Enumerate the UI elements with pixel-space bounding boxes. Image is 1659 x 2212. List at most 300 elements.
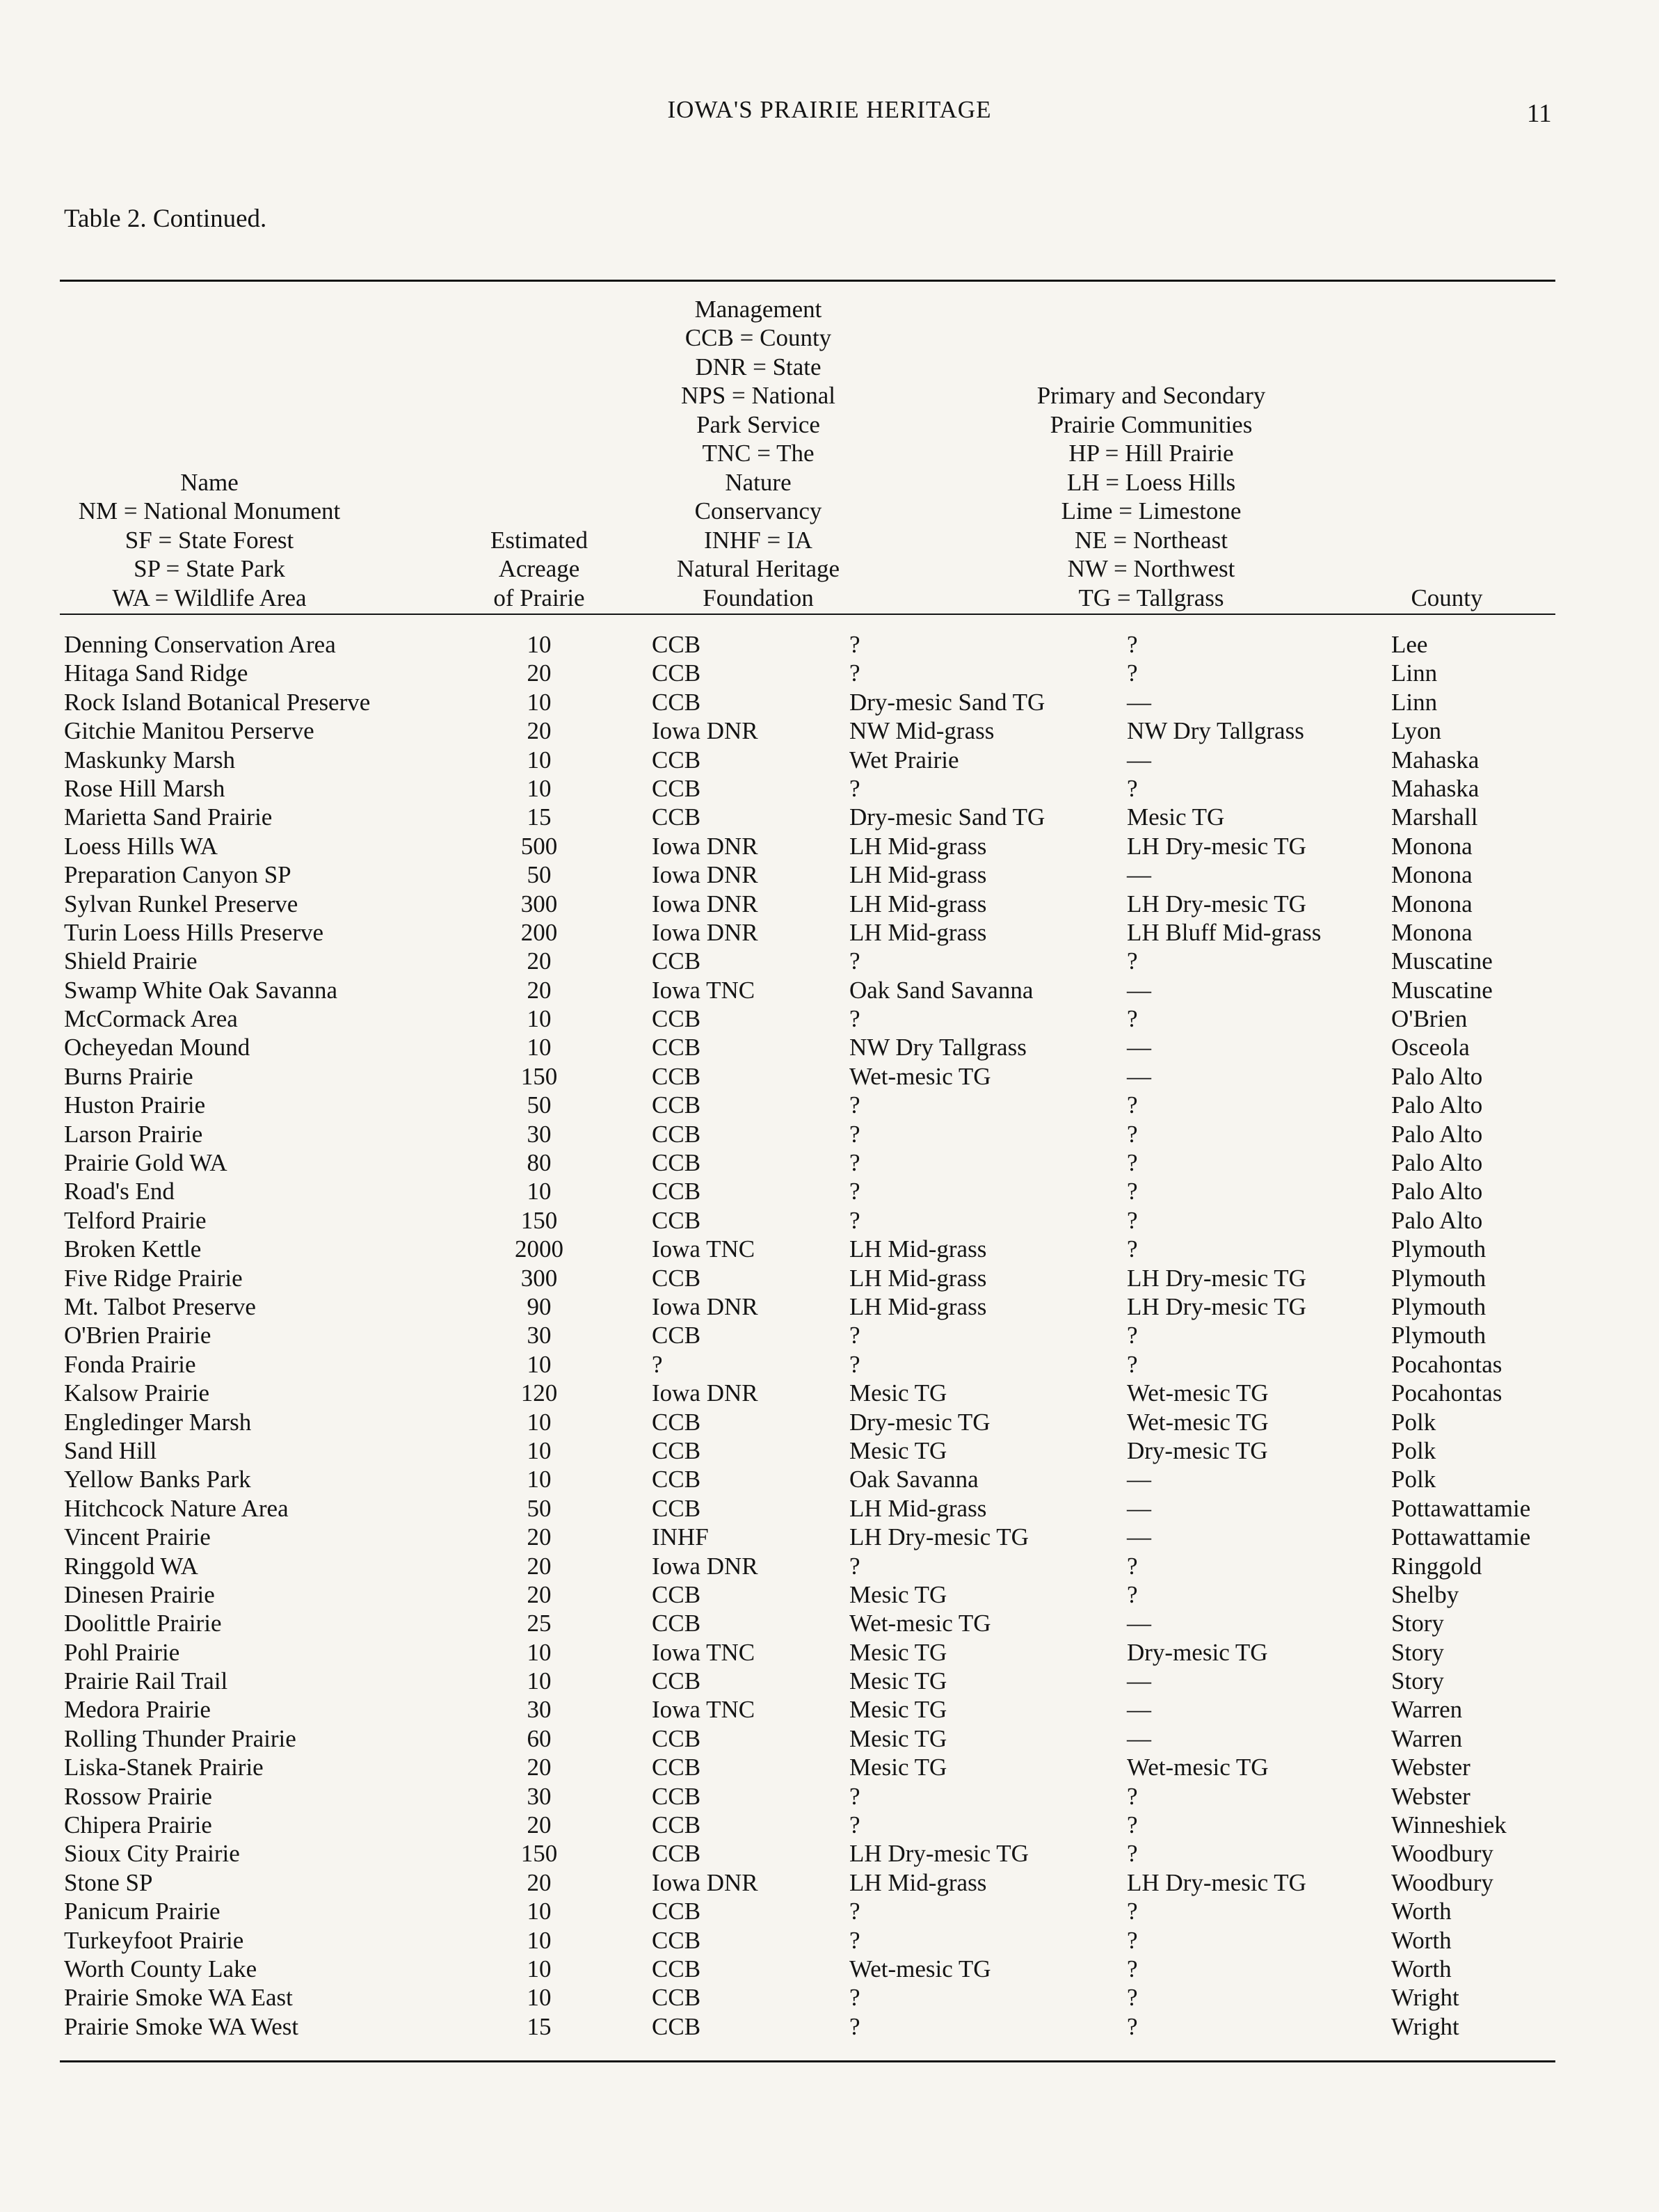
- running-head: IOWA'S PRAIRIE HERITAGE: [667, 96, 992, 123]
- page-number: 11: [1527, 99, 1552, 128]
- cell-secondary-community: —: [1127, 976, 1151, 1004]
- cell-county: Webster: [1391, 1754, 1470, 1781]
- cell-management: CCB: [652, 1667, 701, 1695]
- header-line: SP = State Park: [134, 555, 285, 582]
- cell-secondary-community: LH Dry-mesic TG: [1127, 1264, 1306, 1292]
- cell-secondary-community: LH Dry-mesic TG: [1127, 1868, 1306, 1896]
- header-line: Acreage: [498, 555, 580, 582]
- cell-secondary-community: Dry-mesic TG: [1127, 1638, 1268, 1666]
- cell-name: Loess Hills WA: [64, 832, 218, 860]
- cell-secondary-community: ?: [1127, 1926, 1138, 1954]
- cell-name: Mt. Talbot Preserve: [64, 1292, 256, 1320]
- header-line: NW = Northwest: [1067, 555, 1235, 582]
- table-row: [0, 688, 1659, 716]
- cell-acreage: 10: [527, 1466, 552, 1493]
- cell-management: CCB: [652, 1264, 701, 1292]
- cell-name: Rock Island Botanical Preserve: [64, 688, 371, 716]
- cell-management: Iowa DNR: [652, 832, 758, 860]
- table-row: [0, 860, 1659, 889]
- cell-secondary-community: LH Dry-mesic TG: [1127, 1292, 1306, 1320]
- cell-county: Wright: [1391, 2012, 1459, 2040]
- cell-name: Yellow Banks Park: [64, 1466, 251, 1493]
- cell-county: Muscatine: [1391, 976, 1493, 1004]
- cell-acreage: 10: [527, 1955, 552, 1982]
- cell-primary-community: Mesic TG: [849, 1754, 947, 1781]
- cell-acreage: 30: [527, 1782, 552, 1810]
- cell-secondary-community: —: [1127, 1523, 1151, 1551]
- header-line: Nature: [725, 468, 792, 496]
- cell-primary-community: LH Dry-mesic TG: [849, 1523, 1029, 1551]
- cell-name: Broken Kettle: [64, 1235, 202, 1263]
- cell-secondary-community: —: [1127, 1696, 1151, 1724]
- table-row: [0, 1321, 1659, 1349]
- cell-acreage: 150: [520, 1206, 558, 1234]
- cell-county: Lyon: [1391, 717, 1441, 745]
- cell-secondary-community: NW Dry Tallgrass: [1127, 717, 1304, 745]
- cell-primary-community: ?: [849, 1552, 860, 1580]
- cell-acreage: 10: [527, 1638, 552, 1666]
- table-row: [0, 1033, 1659, 1061]
- table-row: [0, 1753, 1659, 1781]
- cell-secondary-community: —: [1127, 1062, 1151, 1090]
- cell-acreage: 10: [527, 1667, 552, 1695]
- cell-name: Marietta Sand Prairie: [64, 803, 273, 831]
- cell-county: Pocahontas: [1391, 1379, 1502, 1407]
- cell-management: Iowa DNR: [652, 890, 758, 917]
- cell-county: Polk: [1391, 1436, 1436, 1464]
- cell-acreage: 300: [520, 890, 558, 917]
- cell-primary-community: ?: [849, 1898, 860, 1925]
- cell-management: CCB: [652, 1034, 701, 1061]
- cell-secondary-community: —: [1127, 1724, 1151, 1752]
- cell-secondary-community: Wet-mesic TG: [1127, 1754, 1269, 1781]
- cell-secondary-community: ?: [1127, 2012, 1138, 2040]
- cell-name: Burns Prairie: [64, 1062, 193, 1090]
- cell-primary-community: ?: [849, 947, 860, 975]
- cell-county: Webster: [1391, 1782, 1470, 1810]
- cell-acreage: 10: [527, 1898, 552, 1925]
- cell-acreage: 30: [527, 1696, 552, 1724]
- table-row: [0, 1811, 1659, 1839]
- cell-primary-community: ?: [849, 1926, 860, 1954]
- table-header: [0, 285, 1659, 612]
- cell-primary-community: Wet-mesic TG: [849, 1955, 991, 1982]
- cell-acreage: 10: [527, 1926, 552, 1954]
- cell-name: Ringgold WA: [64, 1552, 198, 1580]
- header-line: SF = State Forest: [125, 526, 294, 554]
- header-line: LH = Loess Hills: [1066, 468, 1236, 496]
- cell-management: Iowa DNR: [652, 1868, 758, 1896]
- cell-county: Palo Alto: [1391, 1120, 1483, 1148]
- table-row: [0, 1436, 1659, 1465]
- cell-county: Palo Alto: [1391, 1091, 1483, 1119]
- table-row: [0, 1120, 1659, 1148]
- cell-primary-community: LH Mid-grass: [849, 1264, 987, 1292]
- cell-primary-community: Mesic TG: [849, 1638, 947, 1666]
- cell-county: Pottawattamie: [1391, 1523, 1531, 1551]
- table-row: [0, 1350, 1659, 1379]
- cell-acreage: 10: [527, 631, 552, 658]
- cell-name: Rossow Prairie: [64, 1782, 212, 1810]
- cell-primary-community: ?: [849, 1091, 860, 1119]
- cell-name: Gitchie Manitou Perserve: [64, 717, 314, 745]
- cell-management: CCB: [652, 1984, 701, 2012]
- table-row: [0, 2012, 1659, 2041]
- cell-primary-community: ?: [849, 1782, 860, 1810]
- cell-secondary-community: LH Bluff Mid-grass: [1127, 918, 1322, 946]
- cell-acreage: 10: [527, 746, 552, 774]
- table-row: [0, 1868, 1659, 1897]
- cell-management: CCB: [652, 1926, 701, 1954]
- header-line: HP = Hill Prairie: [1068, 440, 1234, 467]
- cell-county: Osceola: [1391, 1034, 1470, 1061]
- cell-county: Worth: [1391, 1955, 1452, 1982]
- cell-secondary-community: —: [1127, 861, 1151, 889]
- table-row: [0, 1091, 1659, 1119]
- cell-management: Iowa DNR: [652, 1552, 758, 1580]
- cell-management: CCB: [652, 1466, 701, 1493]
- table-row: [0, 746, 1659, 774]
- cell-secondary-community: Wet-mesic TG: [1127, 1408, 1269, 1436]
- cell-primary-community: ?: [849, 1178, 860, 1205]
- cell-name: Swamp White Oak Savanna: [64, 976, 338, 1004]
- cell-name: Engledinger Marsh: [64, 1408, 252, 1436]
- table-row: [0, 1264, 1659, 1292]
- header-name: [60, 468, 359, 613]
- cell-county: O'Brien: [1391, 1005, 1468, 1033]
- cell-name: Prairie Rail Trail: [64, 1667, 228, 1695]
- cell-primary-community: ?: [849, 659, 860, 687]
- cell-county: Monona: [1391, 918, 1473, 946]
- cell-secondary-community: ?: [1127, 1178, 1138, 1205]
- cell-secondary-community: ?: [1127, 1580, 1138, 1608]
- cell-acreage: 20: [527, 947, 552, 975]
- cell-management: CCB: [652, 1149, 701, 1177]
- cell-acreage: 25: [527, 1610, 552, 1637]
- cell-name: Preparation Canyon SP: [64, 861, 291, 889]
- cell-acreage: 120: [520, 1379, 558, 1407]
- table-row: [0, 976, 1659, 1004]
- cell-acreage: 20: [527, 1580, 552, 1608]
- cell-primary-community: Mesic TG: [849, 1580, 947, 1608]
- cell-county: Worth: [1391, 1898, 1452, 1925]
- header-line: Name: [180, 468, 239, 496]
- cell-secondary-community: ?: [1127, 1322, 1138, 1349]
- cell-name: Rolling Thunder Prairie: [64, 1724, 296, 1752]
- cell-management: CCB: [652, 1840, 701, 1868]
- cell-management: CCB: [652, 1062, 701, 1090]
- cell-management: Iowa TNC: [652, 1696, 755, 1724]
- cell-county: Polk: [1391, 1466, 1436, 1493]
- cell-name: Prairie Smoke WA East: [64, 1984, 293, 2012]
- cell-county: Palo Alto: [1391, 1178, 1483, 1205]
- table-row: [0, 803, 1659, 831]
- cell-primary-community: LH Mid-grass: [849, 832, 987, 860]
- table-row: [0, 1379, 1659, 1407]
- cell-management: CCB: [652, 1494, 701, 1522]
- header-line: CCB = County: [684, 324, 832, 351]
- cell-name: Ocheyedan Mound: [64, 1034, 250, 1061]
- cell-management: CCB: [652, 1580, 701, 1608]
- header-line: INHF = IA: [704, 526, 812, 554]
- cell-acreage: 15: [527, 803, 552, 831]
- cell-secondary-community: —: [1127, 1494, 1151, 1522]
- cell-name: Panicum Prairie: [64, 1898, 221, 1925]
- cell-management: CCB: [652, 659, 701, 687]
- cell-secondary-community: ?: [1127, 631, 1138, 658]
- cell-secondary-community: ?: [1127, 1206, 1138, 1234]
- cell-county: Winneshiek: [1391, 1811, 1507, 1839]
- cell-primary-community: Oak Sand Savanna: [849, 976, 1034, 1004]
- cell-management: Iowa TNC: [652, 976, 755, 1004]
- cell-management: Iowa DNR: [652, 1379, 758, 1407]
- cell-management: CCB: [652, 1955, 701, 1982]
- header-line: Park Service: [696, 410, 820, 438]
- cell-primary-community: ?: [849, 1149, 860, 1177]
- cell-county: Wright: [1391, 1984, 1459, 2012]
- cell-acreage: 10: [527, 1408, 552, 1436]
- cell-name: Stone SP: [64, 1868, 153, 1896]
- cell-primary-community: Wet Prairie: [849, 746, 959, 774]
- cell-primary-community: ?: [849, 1120, 860, 1148]
- table-bottom-rule: [60, 2060, 1555, 2062]
- cell-secondary-community: ?: [1127, 1120, 1138, 1148]
- cell-primary-community: ?: [849, 1984, 860, 2012]
- cell-management: CCB: [652, 1408, 701, 1436]
- table-body: [0, 630, 1659, 2041]
- cell-name: Fonda Prairie: [64, 1350, 196, 1378]
- table-row: [0, 1004, 1659, 1033]
- cell-acreage: 20: [527, 1754, 552, 1781]
- cell-primary-community: Mesic TG: [849, 1667, 947, 1695]
- cell-acreage: 30: [527, 1120, 552, 1148]
- cell-name: Sioux City Prairie: [64, 1840, 240, 1868]
- cell-acreage: 10: [527, 1350, 552, 1378]
- table-row: [0, 947, 1659, 975]
- cell-county: Linn: [1391, 688, 1438, 716]
- cell-county: Mahaska: [1391, 774, 1480, 802]
- cell-acreage: 50: [527, 861, 552, 889]
- cell-primary-community: LH Mid-grass: [849, 1235, 987, 1263]
- cell-county: Linn: [1391, 659, 1438, 687]
- cell-primary-community: LH Mid-grass: [849, 1292, 987, 1320]
- cell-management: Iowa TNC: [652, 1235, 755, 1263]
- cell-primary-community: Wet-mesic TG: [849, 1062, 991, 1090]
- table-row: [0, 832, 1659, 860]
- cell-management: CCB: [652, 1206, 701, 1234]
- cell-primary-community: Dry-mesic Sand TG: [849, 803, 1045, 831]
- cell-management: CCB: [652, 688, 701, 716]
- cell-secondary-community: ?: [1127, 1235, 1138, 1263]
- table-row: [0, 1148, 1659, 1177]
- cell-acreage: 10: [527, 1984, 552, 2012]
- cell-primary-community: LH Mid-grass: [849, 1494, 987, 1522]
- cell-acreage: 20: [527, 717, 552, 745]
- cell-management: CCB: [652, 774, 701, 802]
- header-line: Prairie Communities: [1050, 410, 1253, 438]
- cell-primary-community: Mesic TG: [849, 1696, 947, 1724]
- table-row: [0, 1695, 1659, 1724]
- cell-name: Medora Prairie: [64, 1696, 211, 1724]
- cell-acreage: 20: [527, 1868, 552, 1896]
- cell-management: CCB: [652, 746, 701, 774]
- cell-county: Story: [1391, 1638, 1444, 1666]
- cell-acreage: 10: [527, 1034, 552, 1061]
- header-line: of Prairie: [493, 584, 585, 611]
- cell-secondary-community: —: [1127, 688, 1151, 716]
- table-row: [0, 1983, 1659, 2012]
- cell-name: Shield Prairie: [64, 947, 198, 975]
- header-county: [1374, 584, 1520, 613]
- cell-management: CCB: [652, 1178, 701, 1205]
- cell-primary-community: ?: [849, 2012, 860, 2040]
- cell-name: Huston Prairie: [64, 1091, 206, 1119]
- cell-name: Telford Prairie: [64, 1206, 207, 1234]
- cell-acreage: 60: [527, 1724, 552, 1752]
- cell-county: Woodbury: [1391, 1868, 1493, 1896]
- header-line: Management: [694, 295, 822, 323]
- cell-county: Woodbury: [1391, 1840, 1493, 1868]
- table-row: [0, 1839, 1659, 1868]
- cell-secondary-community: ?: [1127, 659, 1138, 687]
- cell-primary-community: Dry-mesic Sand TG: [849, 688, 1045, 716]
- cell-county: Warren: [1391, 1724, 1463, 1752]
- cell-acreage: 2000: [515, 1235, 563, 1263]
- cell-primary-community: Mesic TG: [849, 1379, 947, 1407]
- cell-county: Monona: [1391, 890, 1473, 917]
- cell-secondary-community: Wet-mesic TG: [1127, 1379, 1269, 1407]
- cell-management: Iowa DNR: [652, 861, 758, 889]
- cell-county: Plymouth: [1391, 1264, 1486, 1292]
- cell-secondary-community: ?: [1127, 1840, 1138, 1868]
- cell-acreage: 20: [527, 976, 552, 1004]
- cell-secondary-community: —: [1127, 1466, 1151, 1493]
- cell-county: Monona: [1391, 861, 1473, 889]
- cell-primary-community: LH Mid-grass: [849, 861, 987, 889]
- cell-primary-community: ?: [849, 1350, 860, 1378]
- table-row: [0, 1609, 1659, 1637]
- cell-management: CCB: [652, 1091, 701, 1119]
- header-line: NE = Northeast: [1075, 526, 1228, 554]
- header-line: Primary and Secondary: [1036, 382, 1266, 409]
- cell-county: Palo Alto: [1391, 1149, 1483, 1177]
- cell-name: Prairie Smoke WA West: [64, 2012, 299, 2040]
- header-line: Lime = Limestone: [1061, 497, 1242, 524]
- cell-acreage: 300: [520, 1264, 558, 1292]
- header-line: County: [1411, 584, 1483, 611]
- cell-secondary-community: —: [1127, 1034, 1151, 1061]
- cell-primary-community: Dry-mesic TG: [849, 1408, 991, 1436]
- header-communities: [981, 381, 1322, 612]
- cell-acreage: 200: [520, 918, 558, 946]
- cell-management: CCB: [652, 1811, 701, 1839]
- cell-management: CCB: [652, 1322, 701, 1349]
- header-line: Natural Heritage: [676, 555, 840, 582]
- header-line: Foundation: [703, 584, 814, 611]
- table-row: [0, 1408, 1659, 1436]
- table-caption: Table 2. Continued.: [64, 205, 267, 233]
- cell-acreage: 10: [527, 1005, 552, 1033]
- cell-management: CCB: [652, 803, 701, 831]
- header-line: DNR = State: [695, 353, 822, 380]
- cell-name: Prairie Gold WA: [64, 1149, 227, 1177]
- cell-management: CCB: [652, 947, 701, 975]
- table-row: [0, 1552, 1659, 1580]
- cell-management: INHF: [652, 1523, 709, 1551]
- cell-county: Marshall: [1391, 803, 1478, 831]
- cell-primary-community: Wet-mesic TG: [849, 1610, 991, 1637]
- header-line: TG = Tallgrass: [1078, 584, 1224, 611]
- cell-secondary-community: —: [1127, 746, 1151, 774]
- cell-primary-community: ?: [849, 1811, 860, 1839]
- table-row: [0, 716, 1659, 745]
- cell-name: Maskunky Marsh: [64, 746, 235, 774]
- cell-county: Ringgold: [1391, 1552, 1482, 1580]
- cell-primary-community: ?: [849, 1005, 860, 1033]
- cell-acreage: 20: [527, 1552, 552, 1580]
- cell-name: Vincent Prairie: [64, 1523, 211, 1551]
- table-top-rule: [60, 280, 1555, 282]
- cell-name: Hitaga Sand Ridge: [64, 659, 248, 687]
- cell-county: Shelby: [1391, 1580, 1459, 1608]
- header-line: WA = Wildlife Area: [112, 584, 307, 611]
- table-row: [0, 1235, 1659, 1263]
- cell-management: Iowa DNR: [652, 918, 758, 946]
- cell-management: CCB: [652, 2012, 701, 2040]
- cell-management: ?: [652, 1350, 663, 1378]
- cell-acreage: 20: [527, 1523, 552, 1551]
- cell-name: Turin Loess Hills Preserve: [64, 918, 324, 946]
- cell-secondary-community: ?: [1127, 774, 1138, 802]
- cell-secondary-community: ?: [1127, 1149, 1138, 1177]
- cell-management: CCB: [652, 1436, 701, 1464]
- cell-county: Plymouth: [1391, 1235, 1486, 1263]
- cell-management: CCB: [652, 1898, 701, 1925]
- cell-management: CCB: [652, 1610, 701, 1637]
- table-row: [0, 1206, 1659, 1235]
- cell-management: Iowa DNR: [652, 1292, 758, 1320]
- cell-acreage: 20: [527, 1811, 552, 1839]
- cell-secondary-community: ?: [1127, 1005, 1138, 1033]
- table-row: [0, 1955, 1659, 1983]
- cell-name: Sylvan Runkel Preserve: [64, 890, 298, 917]
- table-row: [0, 1465, 1659, 1493]
- table-row: [0, 1667, 1659, 1695]
- cell-management: CCB: [652, 1782, 701, 1810]
- cell-secondary-community: ?: [1127, 1811, 1138, 1839]
- table-row: [0, 774, 1659, 803]
- cell-management: CCB: [652, 1120, 701, 1148]
- cell-acreage: 50: [527, 1091, 552, 1119]
- header-line: TNC = The: [702, 440, 815, 467]
- cell-secondary-community: ?: [1127, 1984, 1138, 2012]
- table-header-rule: [60, 614, 1555, 615]
- cell-management: CCB: [652, 1005, 701, 1033]
- cell-county: Muscatine: [1391, 947, 1493, 975]
- cell-management: CCB: [652, 631, 701, 658]
- table-row: [0, 1494, 1659, 1523]
- table-row: [0, 1292, 1659, 1321]
- cell-management: Iowa TNC: [652, 1638, 755, 1666]
- cell-primary-community: NW Dry Tallgrass: [849, 1034, 1027, 1061]
- header-acreage: [463, 526, 616, 613]
- cell-primary-community: ?: [849, 631, 860, 658]
- cell-name: McCormack Area: [64, 1005, 238, 1033]
- cell-name: Dinesen Prairie: [64, 1580, 215, 1608]
- cell-acreage: 10: [527, 1436, 552, 1464]
- cell-secondary-community: —: [1127, 1667, 1151, 1695]
- cell-management: CCB: [652, 1724, 701, 1752]
